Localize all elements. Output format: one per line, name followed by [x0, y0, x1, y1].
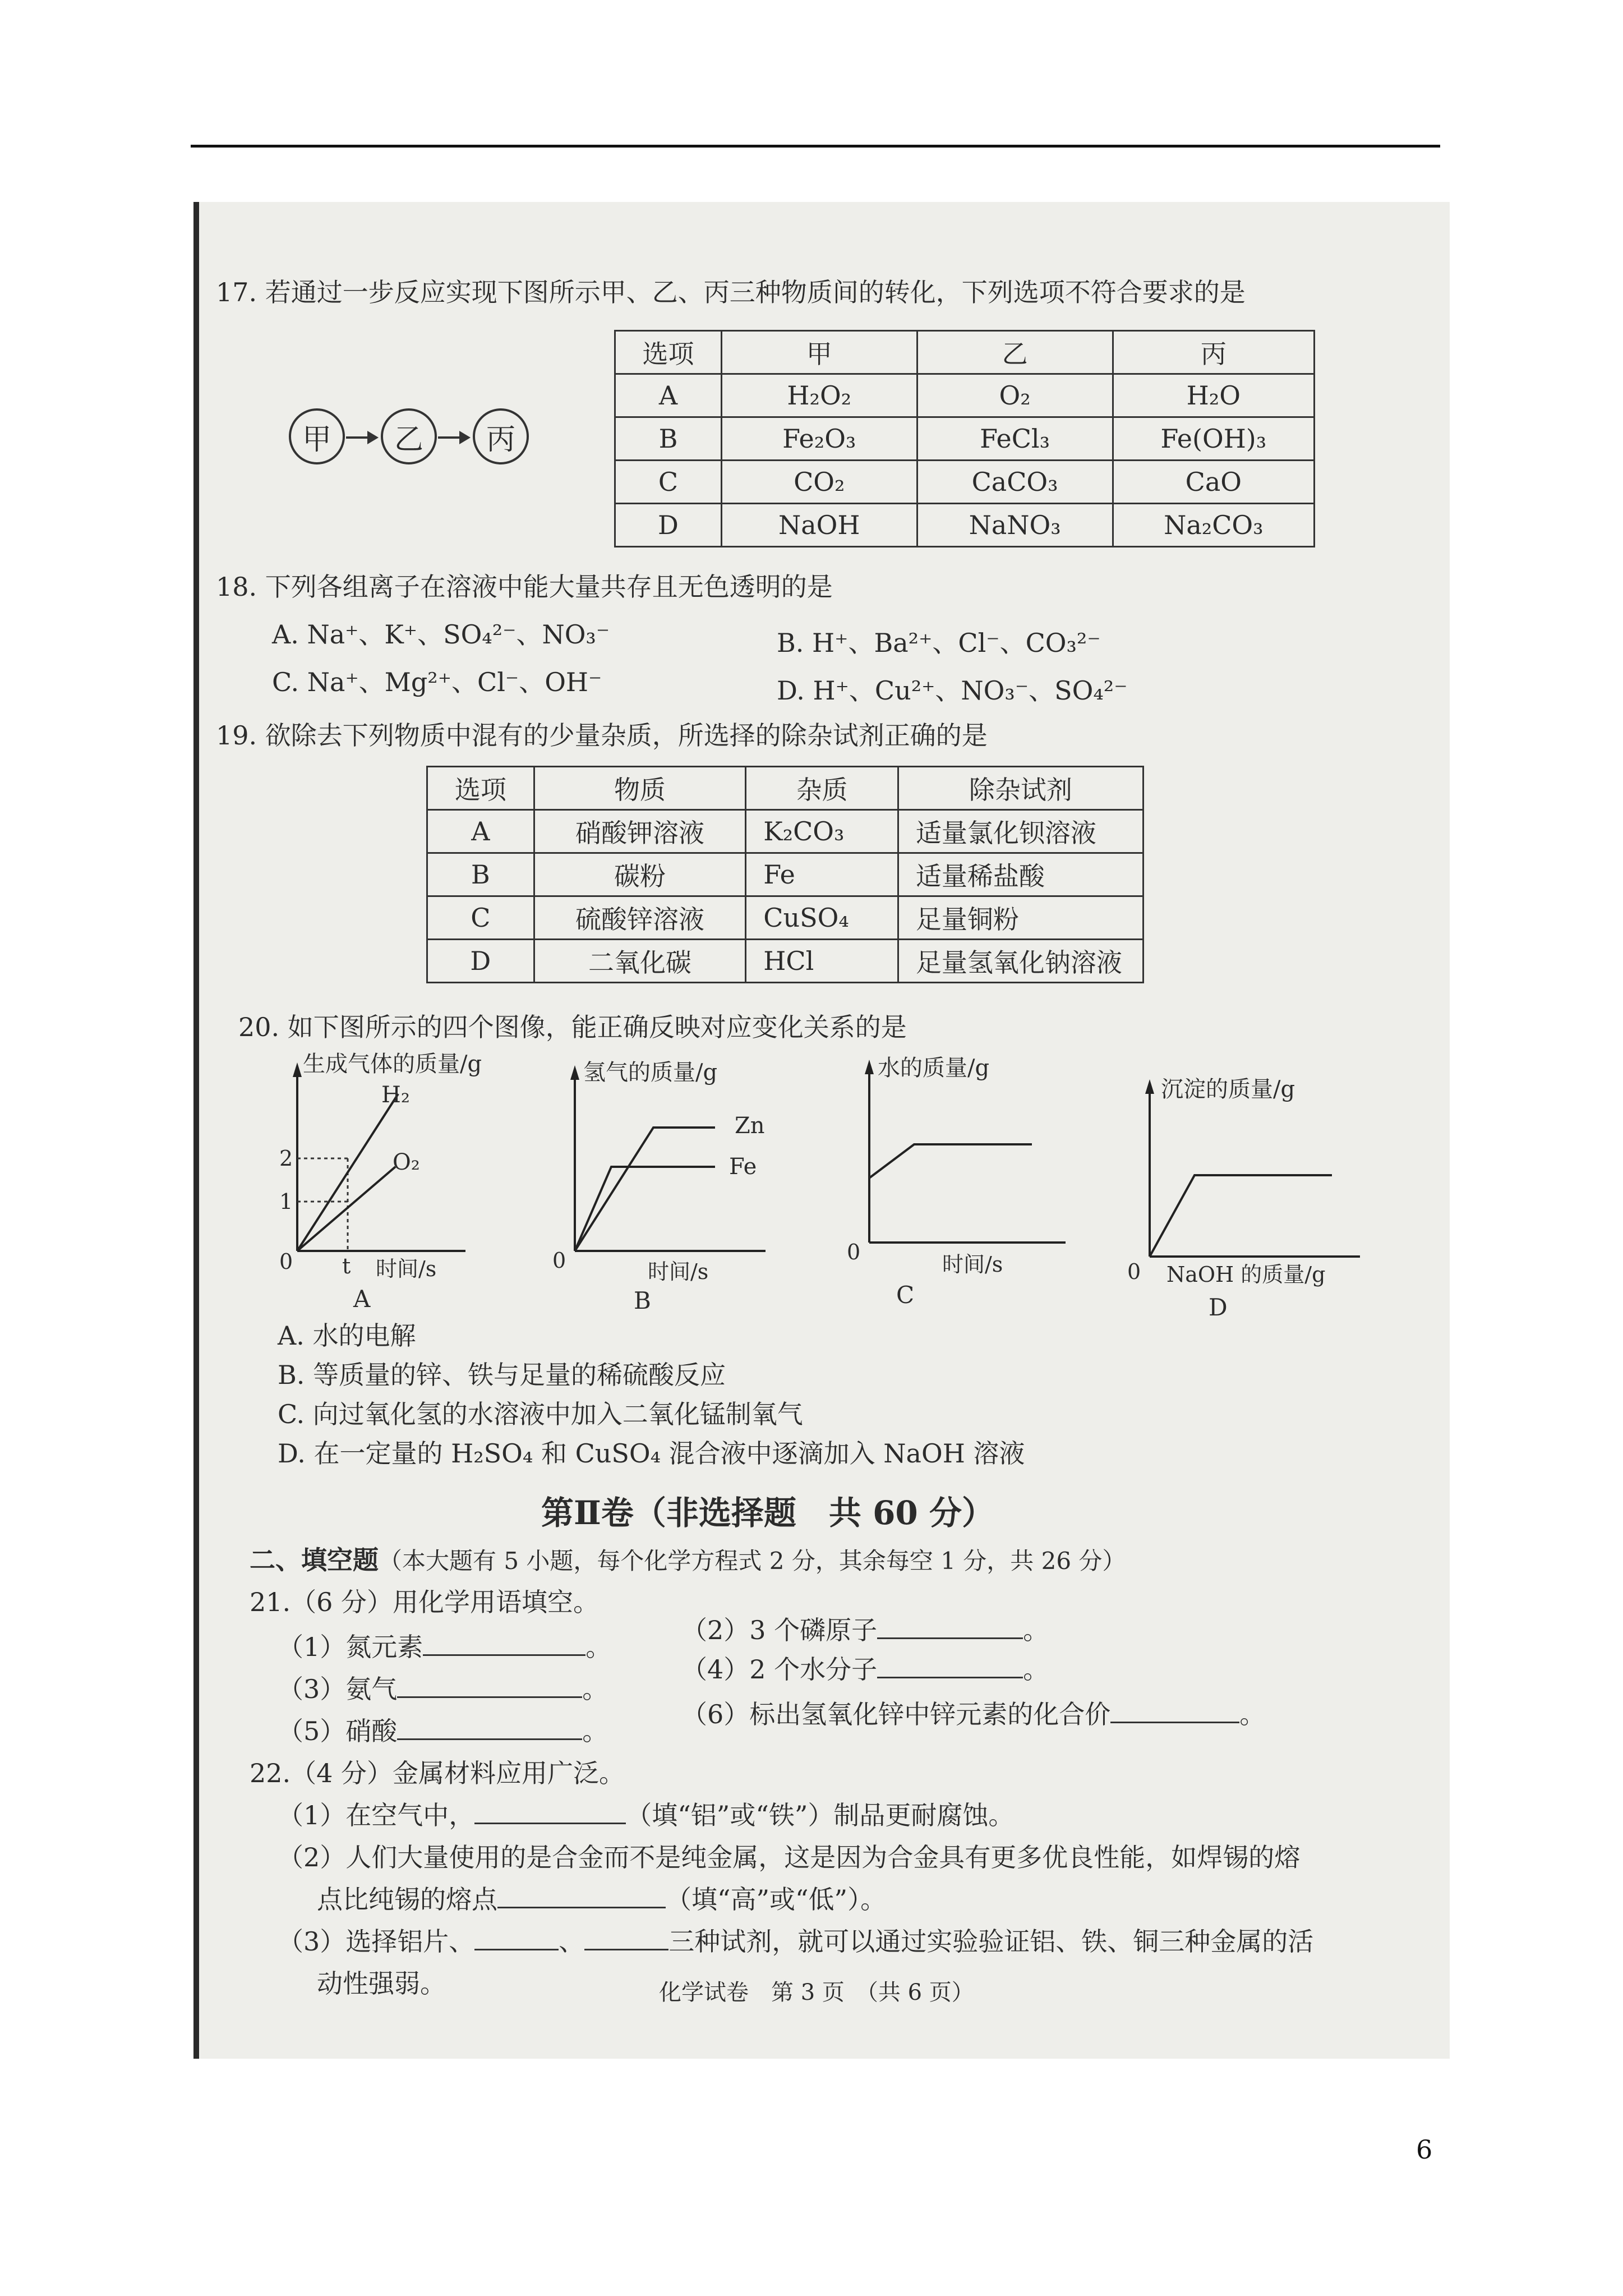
q17-table — [614, 330, 1315, 547]
answer-blank[interactable] — [397, 1674, 582, 1698]
graph-a-ytick: 2 — [279, 1146, 293, 1171]
answer-blank[interactable] — [423, 1632, 585, 1656]
q18-option-b: B. H⁺、Ba²⁺、Cl⁻、CO₃²⁻ — [777, 628, 1101, 658]
answer-blank[interactable] — [877, 1615, 1023, 1639]
q19-header-cell: 选项 — [427, 767, 534, 810]
q17-cell: NaNO₃ — [917, 504, 1113, 547]
node-jia: 甲 — [289, 408, 345, 464]
graph-a — [264, 1051, 499, 1313]
q21-item-6: （6）标出氢氧化锌中锌元素的化合价 。 — [681, 1699, 1266, 1729]
q22-part-3b: 动性强弱。 — [317, 1968, 446, 1999]
q19-cell: 碳粉 — [534, 853, 746, 896]
answer-blank[interactable] — [397, 1716, 582, 1740]
q21-item-label: （2）3 个磷原子 — [681, 1615, 878, 1645]
q19-cell: HCl — [746, 940, 898, 983]
q21-item-5: （5）硝酸 。 — [278, 1716, 608, 1746]
graph-b-zn-line — [575, 1128, 715, 1251]
q19-cell: 硫酸锌溶液 — [534, 896, 746, 940]
graph-b — [536, 1057, 805, 1315]
q19-stem: 19. 欲除去下列物质中混有的少量杂质，所选择的除杂试剂正确的是 — [216, 720, 988, 751]
q20-option-d: D. 在一定量的 H₂SO₄ 和 CuSO₄ 混合液中逐滴加入 NaOH 溶液 — [278, 1438, 1025, 1469]
q19-header-cell: 杂质 — [746, 767, 898, 810]
q20-option-b: B. 等质量的锌、铁与足量的稀硫酸反应 — [278, 1360, 726, 1390]
q21-item-label: （5）硝酸 — [278, 1716, 398, 1746]
answer-blank[interactable] — [474, 1926, 559, 1950]
node-bing: 丙 — [473, 408, 529, 464]
graph-c-line — [869, 1144, 1032, 1178]
q22-text: 点比纯锡的熔点 — [317, 1884, 497, 1915]
arrow-icon — [346, 436, 370, 439]
section-label: 二、填空题 — [250, 1545, 379, 1575]
q17-header-cell: 甲 — [721, 331, 917, 374]
answer-blank[interactable] — [474, 1800, 626, 1824]
q19-cell: 适量稀盐酸 — [898, 853, 1143, 896]
graph-d-y-arrow-icon — [1145, 1079, 1154, 1094]
q17-header-cell: 乙 — [917, 331, 1113, 374]
q19-cell: 足量铜粉 — [898, 896, 1143, 940]
graph-a-o2-label: O₂ — [393, 1149, 420, 1175]
q17-cell: Na₂CO₃ — [1113, 504, 1314, 547]
q17-cell: FeCl₃ — [917, 417, 1113, 461]
top-rule — [191, 145, 1440, 148]
q21-stem: 21.（6 分）用化学用语填空。 — [250, 1587, 600, 1617]
graph-b-fe-label: Fe — [729, 1154, 757, 1180]
graph-d — [1096, 1071, 1410, 1329]
graph-a-h2-label: H₂ — [381, 1082, 410, 1108]
graph-d-ylabel: 沉淀的质量/g — [1161, 1076, 1295, 1102]
graph-c-ylabel: 水的质量/g — [878, 1055, 990, 1081]
graph-a-origin: 0 — [279, 1249, 293, 1274]
graph-a-ylabel: 生成气体的质量/g — [303, 1051, 482, 1077]
node-yi: 乙 — [381, 408, 437, 464]
q22-text: （3）选择铝片、 — [278, 1926, 475, 1957]
graph-c-letter: C — [896, 1281, 915, 1309]
q21-item-4: （4）2 个水分子 。 — [681, 1654, 1049, 1685]
graph-c-y-arrow-icon — [865, 1060, 874, 1074]
answer-blank[interactable] — [584, 1926, 668, 1950]
graph-a-xlabel: 时间/s — [376, 1257, 437, 1281]
graph-b-ylabel: 氢气的质量/g — [583, 1060, 718, 1085]
q19-cell: Fe — [746, 853, 898, 896]
page-footer: 化学试卷 第 3 页 （共 6 页） — [659, 1980, 974, 2005]
q22-text: 三种试剂，就可以通过实验验证铝、铁、铜三种金属的活 — [668, 1926, 1314, 1957]
q21-item-label: （1）氮元素 — [278, 1632, 423, 1662]
graph-a-o2-line — [297, 1167, 395, 1251]
q17-cell: B — [615, 417, 722, 461]
q22-stem: 22.（4 分）金属材料应用广泛。 — [250, 1758, 625, 1788]
q20-stem: 20. 如下图所示的四个图像，能正确反映对应变化关系的是 — [238, 1012, 907, 1042]
q18-option-c: C. Na⁺、Mg²⁺、Cl⁻、OH⁻ — [272, 667, 602, 697]
q22-text: （填“高”或“低”）。 — [666, 1884, 887, 1915]
graph-d-letter: D — [1209, 1294, 1228, 1321]
arrow-icon — [438, 436, 462, 439]
q18-option-a: A. Na⁺、K⁺、SO₄²⁻、NO₃⁻ — [272, 619, 610, 650]
graph-a-y-arrow-icon — [293, 1062, 302, 1077]
q22-part-3a: （3）选择铝片、 、 三种试剂，就可以通过实验验证铝、铁、铜三种金属的活 — [278, 1926, 1314, 1957]
graph-c-origin: 0 — [847, 1240, 861, 1264]
q17-cell: NaOH — [721, 504, 917, 547]
q19-cell: 适量氯化钡溶液 — [898, 810, 1143, 853]
section-heading — [250, 1540, 1126, 1577]
q19-cell: 硝酸钾溶液 — [534, 810, 746, 853]
part2-title: 第Ⅱ卷（非选择题 共 60 分） — [541, 1494, 994, 1532]
exam-photo — [193, 202, 1450, 2059]
graph-b-xlabel: 时间/s — [648, 1259, 709, 1284]
graph-c — [830, 1052, 1099, 1310]
q19-cell: K₂CO₃ — [746, 810, 898, 853]
q17-cell: H₂O — [1113, 374, 1314, 417]
graph-b-fe-line — [575, 1167, 715, 1251]
q19-cell: CuSO₄ — [746, 896, 898, 940]
q21-item-label: （6）标出氢氧化锌中锌元素的化合价 — [681, 1699, 1111, 1729]
graph-a-xtick: t — [342, 1254, 351, 1278]
q17-cell: D — [615, 504, 722, 547]
q21-item-2: （2）3 个磷原子 。 — [681, 1615, 1049, 1645]
q18-option-d: D. H⁺、Cu²⁺、NO₃⁻、SO₄²⁻ — [777, 675, 1128, 706]
q17-stem: 17. 若通过一步反应实现下图所示甲、乙、丙三种物质间的转化，下列选项不符合要求的是 — [216, 277, 1246, 307]
q20-option-a: A. 水的电解 — [278, 1320, 416, 1351]
q17-cell: H₂O₂ — [721, 374, 917, 417]
q17-cell: C — [615, 461, 722, 504]
q21-item-label: （3）氨气 — [278, 1674, 398, 1704]
q22-part-1 — [278, 1795, 1014, 1832]
graph-a-ytick: 1 — [279, 1189, 293, 1214]
q19-table — [426, 766, 1144, 983]
graph-b-origin: 0 — [552, 1248, 566, 1273]
section-note: （本大题有 5 小题，每个化学方程式 2 分，其余每空 1 分，共 26 分） — [379, 1547, 1126, 1575]
q19-cell: 二氧化碳 — [534, 940, 746, 983]
q18-stem: 18. 下列各组离子在溶液中能大量共存且无色透明的是 — [216, 572, 833, 602]
q21-item-1: （1）氮元素 。 — [278, 1632, 612, 1662]
q19-cell: B — [427, 853, 534, 896]
graph-b-y-arrow-icon — [570, 1065, 579, 1080]
q19-cell: C — [427, 896, 534, 940]
q19-cell: 足量氢氧化钠溶液 — [898, 940, 1143, 983]
q19-header-cell: 除杂试剂 — [898, 767, 1143, 810]
graph-c-xlabel: 时间/s — [942, 1252, 1003, 1277]
q21-item-label: （4）2 个水分子 — [681, 1654, 878, 1685]
graph-b-letter: B — [634, 1287, 651, 1314]
q21-item-3: （3）氨气 。 — [278, 1674, 608, 1704]
q17-cell: O₂ — [917, 374, 1113, 417]
q17-cell: Fe(OH)₃ — [1113, 417, 1314, 461]
q17-cell: Fe₂O₃ — [721, 417, 917, 461]
q19-cell: D — [427, 940, 534, 983]
q19-header-cell: 物质 — [534, 767, 746, 810]
graph-d-line — [1150, 1175, 1332, 1257]
graph-b-zn-label: Zn — [735, 1113, 765, 1139]
q19-cell: A — [427, 810, 534, 853]
q22-text: （填“铝”或“铁”）制品更耐腐蚀。 — [626, 1800, 1015, 1830]
q20-option-c: C. 向过氧化氢的水溶液中加入二氧化锰制氧气 — [278, 1399, 803, 1429]
answer-blank[interactable] — [497, 1884, 666, 1908]
page-number: 6 — [1416, 2134, 1433, 2165]
q22-part-2b — [317, 1879, 886, 1916]
q17-cell: CaCO₃ — [917, 461, 1113, 504]
graph-a-letter: A — [353, 1285, 371, 1313]
q17-cell: CaO — [1113, 461, 1314, 504]
q22-part-2a: （2）人们大量使用的是合金而不是纯金属，这是因为合金具有更多优良性能，如焊锡的熔 — [278, 1842, 1301, 1872]
answer-blank[interactable] — [877, 1654, 1023, 1678]
answer-blank[interactable] — [1110, 1699, 1239, 1723]
q17-header-cell: 选项 — [615, 331, 722, 374]
graph-d-origin: 0 — [1127, 1259, 1141, 1284]
q22-text: （1）在空气中， — [278, 1800, 475, 1830]
graph-d-xlabel: NaOH 的质量/g — [1166, 1262, 1326, 1287]
q17-cell: CO₂ — [721, 461, 917, 504]
q17-cell: A — [615, 374, 722, 417]
q17-header-cell: 丙 — [1113, 331, 1314, 374]
